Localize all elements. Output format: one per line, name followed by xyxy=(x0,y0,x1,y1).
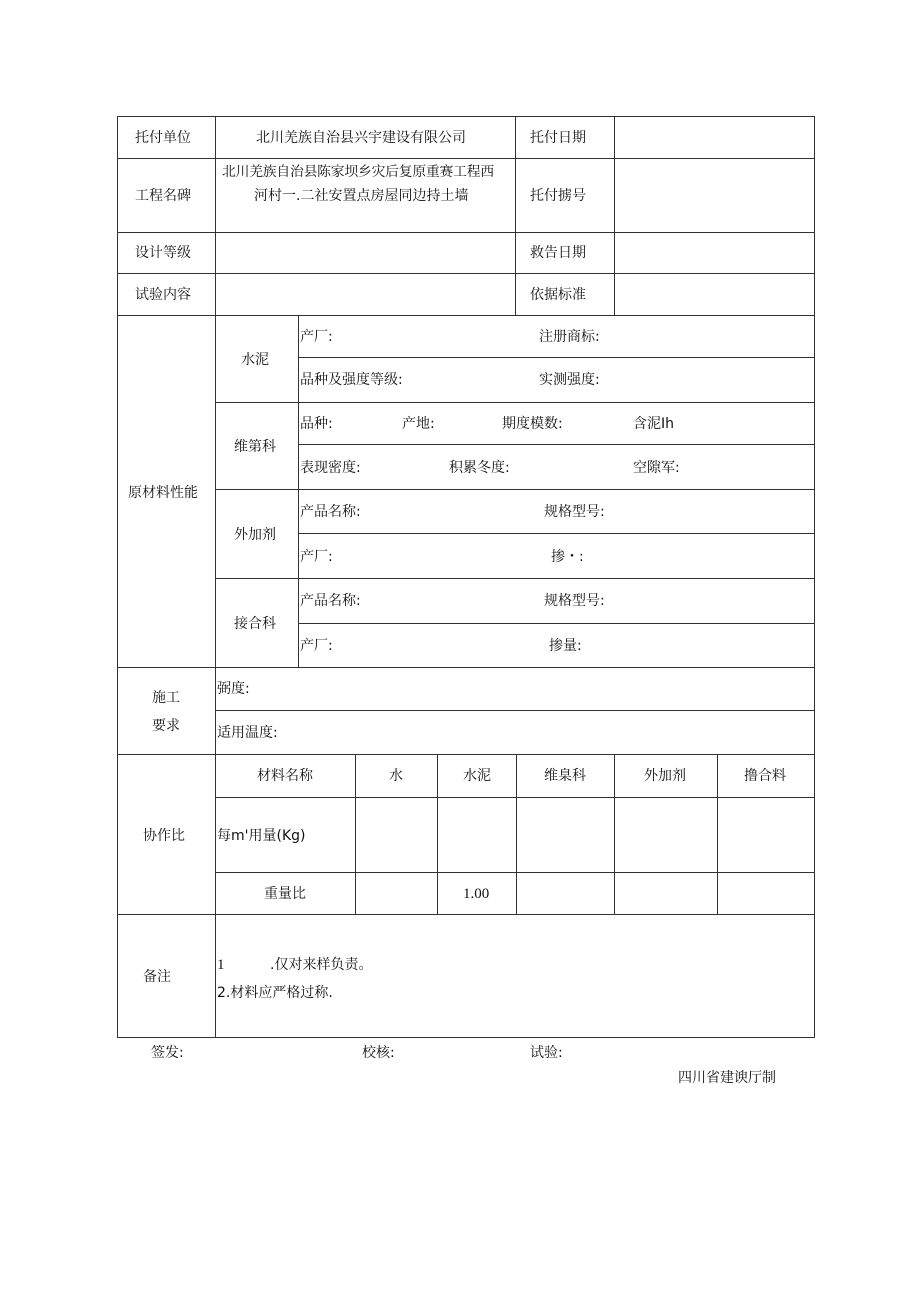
grid-line xyxy=(117,158,815,159)
grid-line xyxy=(215,754,216,914)
aggregate-label: 维第科 xyxy=(234,439,276,455)
per-m3-label: 每m'用量(Kg) xyxy=(217,828,306,844)
footer-test: 试验: xyxy=(530,1045,563,1061)
aggregate-density: 表现密度: xyxy=(300,460,361,476)
admixture-label: 外加剂 xyxy=(234,527,276,543)
aggregate-origin: 产地: xyxy=(402,416,435,432)
project-name-label: 工程名碑 xyxy=(135,188,191,204)
aggregate-mud: 含泥Ih xyxy=(633,416,675,432)
grid-line xyxy=(215,489,815,490)
remark-1-text: .仅对来样负责。 xyxy=(270,957,373,973)
grid-line xyxy=(215,797,815,798)
grid-line xyxy=(215,315,216,667)
grid-line xyxy=(298,623,815,624)
grid-line xyxy=(215,914,216,1038)
grid-line xyxy=(215,710,815,711)
footer-review: 校核: xyxy=(362,1045,395,1061)
grid-line xyxy=(614,116,615,315)
standard-label: 依据标准 xyxy=(530,287,586,303)
weight-ratio-label: 重量比 xyxy=(264,886,306,902)
client-unit-value: 北川羌族自治县兴宇建设有限公司 xyxy=(256,130,466,146)
cement-label: 水泥 xyxy=(241,352,269,368)
mixture-spec: 规格型号: xyxy=(544,593,605,609)
aggregate-variety: 品种: xyxy=(300,416,333,432)
aggregate-void: 空隙军: xyxy=(633,460,680,476)
cement-grade: 品种及强度等级: xyxy=(300,372,403,388)
admixture-dosage: 掺・: xyxy=(551,549,584,565)
cement-trademark: 注册商标: xyxy=(539,329,600,345)
table-border-right xyxy=(814,116,815,1038)
grid-line xyxy=(117,232,815,233)
temperature-field: 适用温度: xyxy=(217,725,278,741)
mix-header-water: 水 xyxy=(389,768,403,784)
grid-line xyxy=(215,872,815,873)
grid-line xyxy=(117,315,815,316)
grid-line xyxy=(614,754,615,914)
grid-line xyxy=(215,402,815,403)
construction-label-line2: 要求 xyxy=(152,718,180,734)
mix-header-aggregate: 维臬科 xyxy=(544,768,586,784)
mix-header-cement: 水泥 xyxy=(463,768,491,784)
grid-line xyxy=(298,357,815,358)
remark-1-number: 1 xyxy=(217,957,225,973)
grid-line xyxy=(117,273,815,274)
design-grade-label: 设计等级 xyxy=(135,245,191,261)
client-unit-label: 托付单位 xyxy=(135,130,191,146)
admixture-factory: 产厂: xyxy=(300,549,333,565)
admixture-spec: 规格型号: xyxy=(544,504,605,520)
table-border-bottom xyxy=(117,1037,815,1038)
mix-header-mixture: 撸合料 xyxy=(744,768,786,784)
mixture-label: 接合科 xyxy=(234,616,276,632)
consistency-field: 弼度: xyxy=(217,681,250,697)
grid-line xyxy=(215,578,815,579)
grid-line xyxy=(215,116,216,315)
grid-line xyxy=(117,914,815,915)
mix-header-material: 材料名称 xyxy=(257,768,313,784)
grid-line xyxy=(117,667,815,668)
aggregate-fineness: 期度模数: xyxy=(502,416,563,432)
grid-line xyxy=(717,754,718,914)
aggregate-bulk: 积累冬度: xyxy=(449,460,510,476)
mixture-factory: 产厂: xyxy=(300,638,333,654)
client-date-label: 托付日期 xyxy=(530,130,586,146)
grid-line xyxy=(437,754,438,914)
cement-ratio-value: 1.00 xyxy=(463,886,490,902)
remark-2-text: 2.材料应严格过称. xyxy=(217,985,333,1001)
mixture-dosage: 掺量: xyxy=(549,638,582,654)
report-date-label: 救告日期 xyxy=(530,245,586,261)
footer-publisher: 四川省建谀厅制 xyxy=(678,1070,776,1086)
project-name-line2: 河村一.二社安置点房屋同边持土墙 xyxy=(254,188,469,204)
grid-line xyxy=(298,444,815,445)
grid-line xyxy=(117,754,815,755)
test-content-label: 试验内容 xyxy=(135,287,191,303)
cement-strength: 实测强度: xyxy=(539,372,600,388)
construction-label-line1: 施工 xyxy=(152,690,180,706)
grid-line xyxy=(298,533,815,534)
table-border-top xyxy=(117,116,815,117)
mix-ratio-label: 协作比 xyxy=(143,828,185,844)
materials-section-label: 原材料性能 xyxy=(128,485,198,501)
grid-line xyxy=(355,754,356,914)
remarks-label: 备注 xyxy=(143,969,171,985)
table-border-left xyxy=(117,116,118,1038)
project-name-line1: 北川羌族自治县陈家坝乡灾后复原重赛工程西 xyxy=(222,164,494,180)
client-no-label: 托付掳号 xyxy=(530,188,586,204)
admixture-product: 产品名称: xyxy=(300,504,361,520)
cement-factory: 产厂: xyxy=(300,329,333,345)
footer-issue: 签发: xyxy=(151,1045,184,1061)
grid-line xyxy=(298,315,299,667)
mixture-product: 产品名称: xyxy=(300,593,361,609)
grid-line xyxy=(515,116,516,315)
grid-line xyxy=(516,754,517,914)
mix-header-admixture: 外加剂 xyxy=(644,768,686,784)
